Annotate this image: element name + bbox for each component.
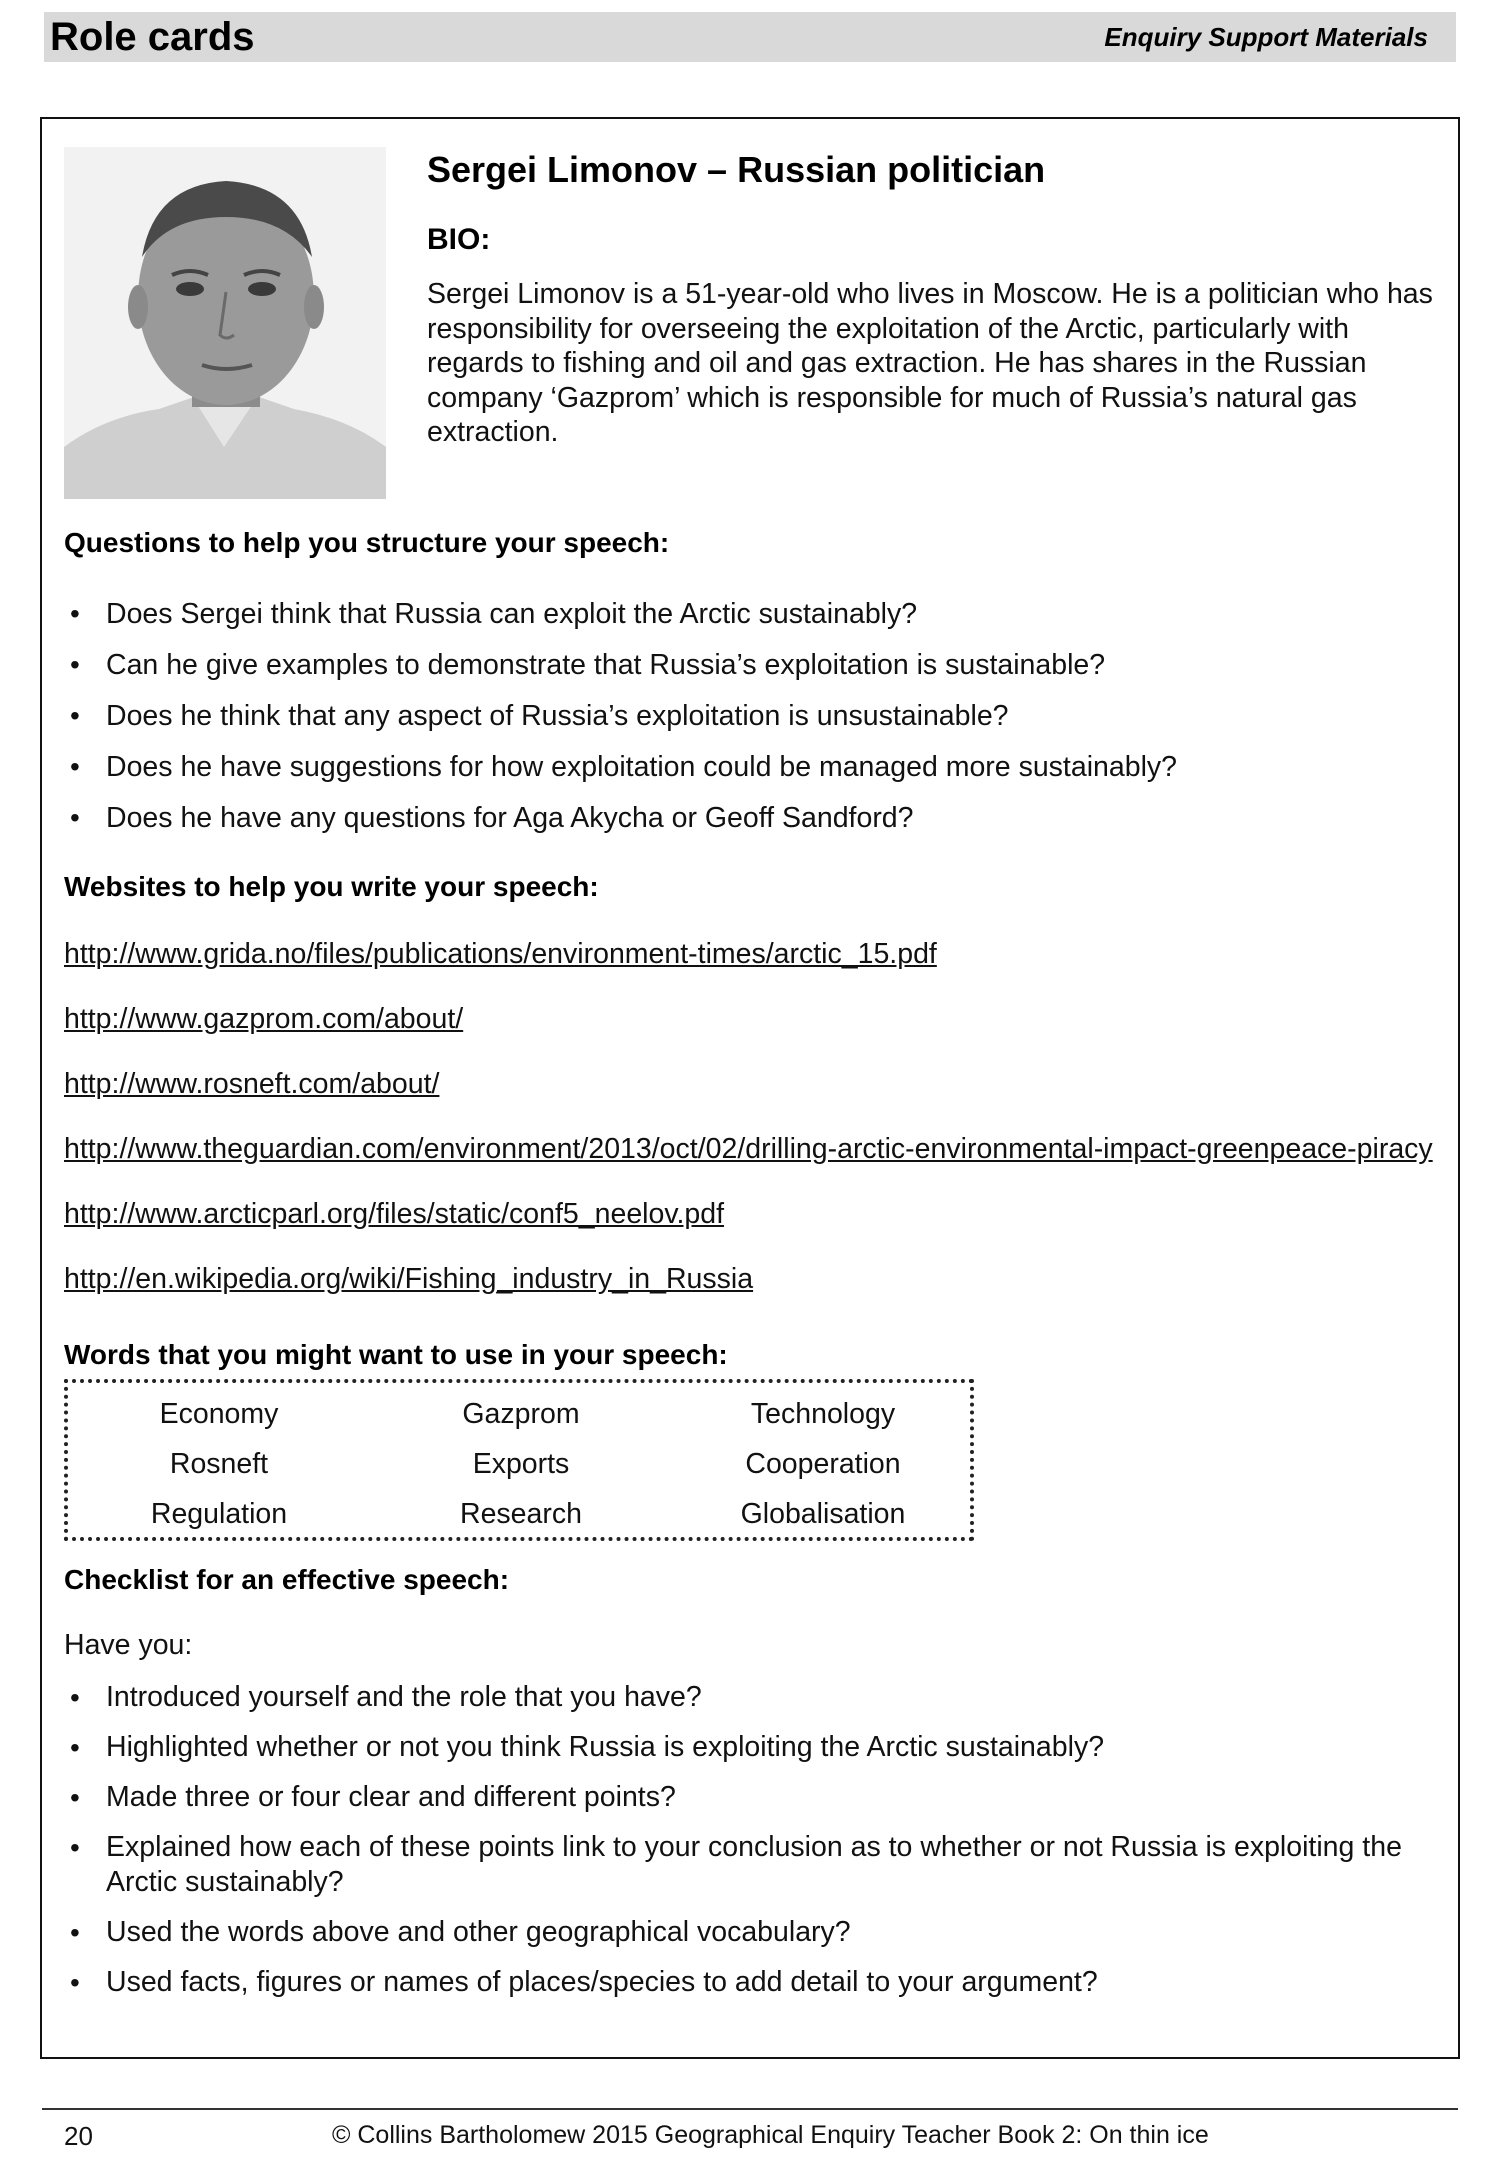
checklist-list — [64, 1680, 1444, 2015]
role-card — [40, 117, 1460, 2059]
website-link[interactable]: http://www.rosneft.com/about/ — [64, 1068, 440, 1100]
word-bank-item: Globalisation — [740, 1498, 906, 1530]
word-bank-item: Economy — [159, 1398, 279, 1430]
websites-list — [64, 937, 1454, 1327]
checklist-item: • Made three or four clear and different points? — [64, 1780, 1444, 1815]
word-bank-item: Research — [460, 1498, 582, 1530]
word-bank-box — [64, 1379, 974, 1541]
word-bank-item: Gazprom — [462, 1398, 580, 1430]
questions-list — [64, 597, 1444, 852]
footer-divider — [42, 2108, 1458, 2110]
question-item: • Does he have any questions for Aga Akycha or Geoff Sandford? — [64, 801, 1444, 852]
word-bank-item: Exports — [472, 1448, 570, 1480]
question-item: • Does Sergei think that Russia can exploit the Arctic sustainably? — [64, 597, 1444, 648]
word-bank-item: Cooperation — [745, 1448, 901, 1480]
word-bank-item: Rosneft — [169, 1448, 269, 1480]
role-name-title: Sergei Limonov – Russian politician — [427, 149, 1046, 190]
header-bar — [44, 12, 1456, 62]
bio-heading: BIO: — [427, 223, 491, 256]
website-link[interactable]: http://www.theguardian.com/environment/2013/oct/02/drilling-arctic-environmental-impact-greenpeace-piracy — [64, 1133, 1433, 1165]
checklist-item: • Used facts, figures or names of places/species to add detail to your argument? — [64, 1965, 1444, 2000]
question-item: • Does he have suggestions for how exploitation could be managed more sustainably? — [64, 750, 1444, 801]
bio-text: Sergei Limonov is a 51-year-old who lives in Moscow. He is a politician who has responsibility for overseeing the exploitation of the Arctic, particularly with regards to fishing and oil and gas extraction. He has shares in the Russian company ‘Gazprom’ which is responsible for much of Russia’s natural gas extraction. — [427, 278, 1433, 448]
word-bank-item: Regulation — [150, 1498, 288, 1530]
websites-heading: Websites to help you write your speech: — [64, 871, 599, 902]
website-link[interactable]: http://www.gazprom.com/about/ — [64, 1003, 464, 1035]
word-bank-item: Technology — [750, 1398, 896, 1430]
portrait-photo — [64, 147, 386, 499]
checklist-intro: Have you: — [64, 1629, 193, 1661]
words-heading: Words that you might want to use in your speech: — [64, 1339, 728, 1370]
page-number: 20 — [64, 2121, 93, 2151]
page-subtitle: Enquiry Support Materials — [1104, 21, 1428, 52]
website-link[interactable]: http://www.grida.no/files/publications/environment-times/arctic_15.pdf — [64, 938, 937, 970]
questions-heading: Questions to help you structure your speech: — [64, 527, 670, 558]
copyright-notice: © Collins Bartholomew 2015 Geographical Enquiry Teacher Book 2: On thin ice — [332, 2121, 1209, 2149]
website-link[interactable]: http://en.wikipedia.org/wiki/Fishing_industry_in_Russia — [64, 1263, 754, 1295]
page-title: Role cards — [50, 14, 255, 59]
website-link[interactable]: http://www.arcticparl.org/files/static/conf5_neelov.pdf — [64, 1198, 725, 1230]
checklist-item: • Highlighted whether or not you think Russia is exploiting the Arctic sustainably? — [64, 1730, 1444, 1765]
checklist-item: • Explained how each of these points link to your conclusion as to whether or not Russia is exploiting the Arctic sustainably? — [64, 1830, 1444, 1900]
question-item: • Can he give examples to demonstrate that Russia’s exploitation is sustainable? — [64, 648, 1444, 699]
checklist-item: • Used the words above and other geographical vocabulary? — [64, 1915, 1444, 1950]
checklist-item: • Introduced yourself and the role that you have? — [64, 1680, 1444, 1715]
checklist-heading: Checklist for an effective speech: — [64, 1564, 510, 1595]
question-item: • Does he think that any aspect of Russia’s exploitation is unsustainable? — [64, 699, 1444, 750]
